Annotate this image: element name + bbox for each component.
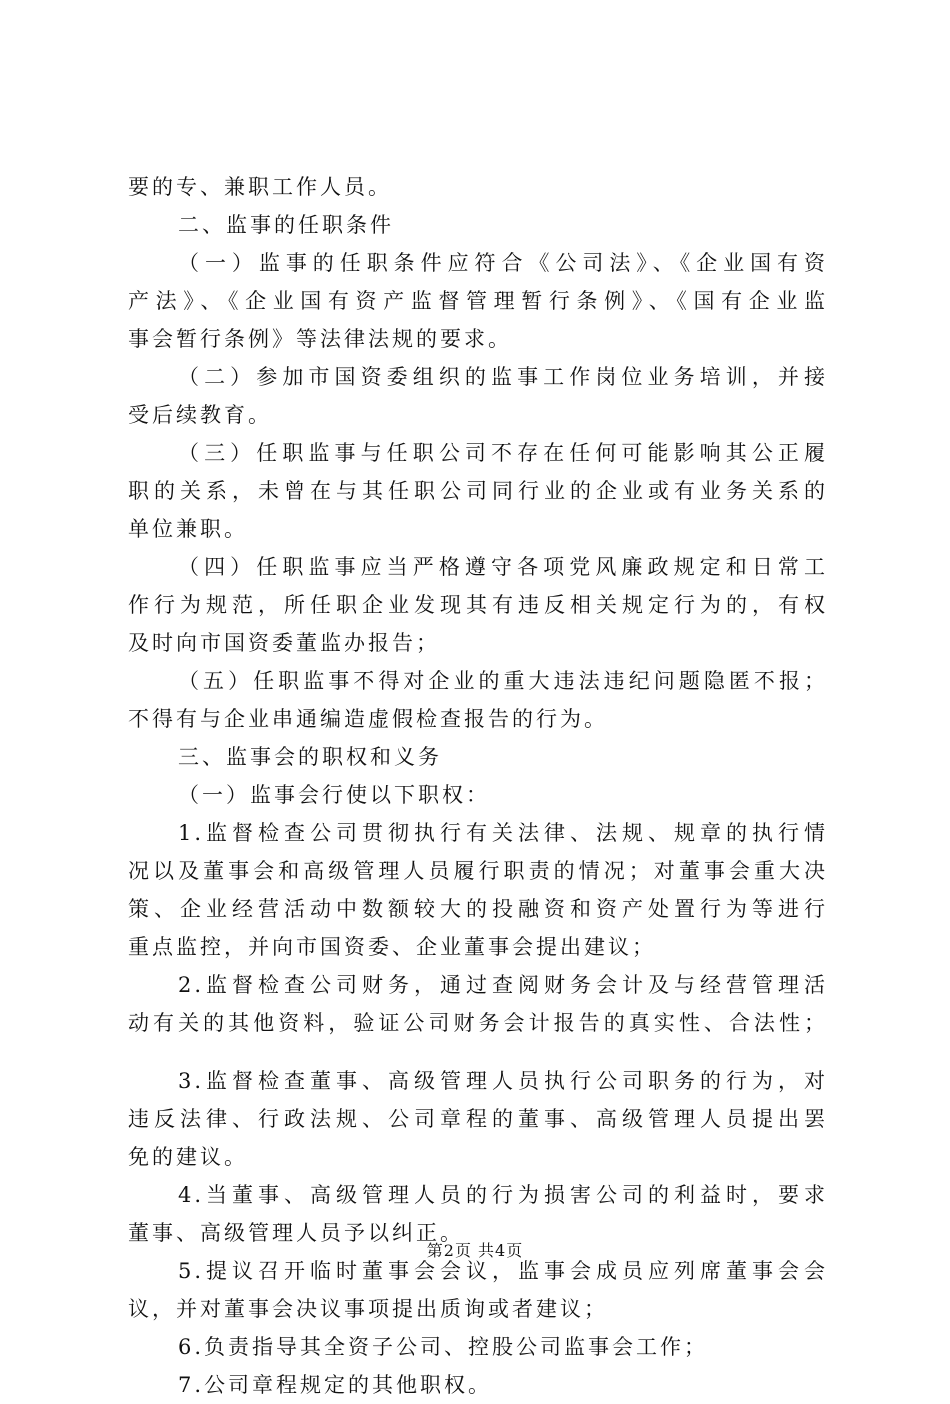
text-line: 二、监事的任职条件 (178, 213, 394, 237)
text-line: 况以及董事会和高级管理人员履行职责的情况；对董事会重大决 (128, 859, 828, 883)
text-line: 6.负责指导其全资子公司、控股公司监事会工作； (178, 1335, 709, 1359)
text-line: 3.监督检查董事、高级管理人员执行公司职务的行为，对 (178, 1069, 828, 1093)
text-line: 5.提议召开临时董事会会议，监事会成员应列席董事会会 (178, 1259, 828, 1283)
text-line: 作行为规范，所任职企业发现其有违反相关规定行为的，有权 (128, 593, 828, 617)
text-line: 议，并对董事会决议事项提出质询或者建议； (128, 1297, 608, 1321)
page-footer: 第2页 共4页 (426, 1241, 524, 1260)
text-line: 及时向市国资委董监办报告； (128, 631, 440, 655)
text-line: （一）监事的任职条件应符合《公司法》、《企业国有资 (178, 251, 828, 275)
text-line: 单位兼职。 (128, 517, 248, 541)
text-line: 受后续教育。 (128, 403, 272, 427)
text-line: 免的建议。 (128, 1145, 248, 1169)
text-line: 三、监事会的职权和义务 (178, 745, 442, 769)
text-line: 产法》、《企业国有资产监督管理暂行条例》、《国有企业监 (128, 289, 828, 313)
text-line: （一）监事会行使以下职权： (178, 783, 490, 807)
text-line: 7.公司章程规定的其他职权。 (178, 1373, 493, 1397)
text-line: （二）参加市国资委组织的监事工作岗位业务培训，并接 (178, 365, 828, 389)
text-line: 策、企业经营活动中数额较大的投融资和资产处置行为等进行 (128, 897, 828, 921)
paragraph-gap (128, 1042, 828, 1062)
text-line: 4.当董事、高级管理人员的行为损害公司的利益时，要求 (178, 1183, 828, 1207)
text-line: （四）任职监事应当严格遵守各项党风廉政规定和日常工 (178, 555, 828, 579)
text-line: 董事、高级管理人员予以纠正。 (128, 1221, 464, 1245)
text-line: 2.监督检查公司财务，通过查阅财务会计及与经营管理活 (178, 973, 828, 997)
text-line: 要的专、兼职工作人员。 (128, 175, 392, 199)
text-line: 事会暂行条例》等法律法规的要求。 (128, 327, 512, 351)
text-line: 重点监控，并向市国资委、企业董事会提出建议； (128, 935, 656, 959)
text-line: 动有关的其他资料，验证公司财务会计报告的真实性、合法性； (128, 1011, 828, 1035)
document-body (128, 168, 828, 1404)
text-line: 违反法律、行政法规、公司章程的董事、高级管理人员提出罢 (128, 1107, 828, 1131)
text-line: （三）任职监事与任职公司不存在任何可能影响其公正履 (178, 441, 828, 465)
text-line: （五）任职监事不得对企业的重大违法违纪问题隐匿不报； (178, 669, 828, 693)
text-line: 不得有与企业串通编造虚假检查报告的行为。 (128, 707, 608, 731)
text-line: 职的关系，未曾在与其任职公司同行业的企业或有业务关系的 (128, 479, 828, 503)
text-line: 1.监督检查公司贯彻执行有关法律、法规、规章的执行情 (178, 821, 828, 845)
